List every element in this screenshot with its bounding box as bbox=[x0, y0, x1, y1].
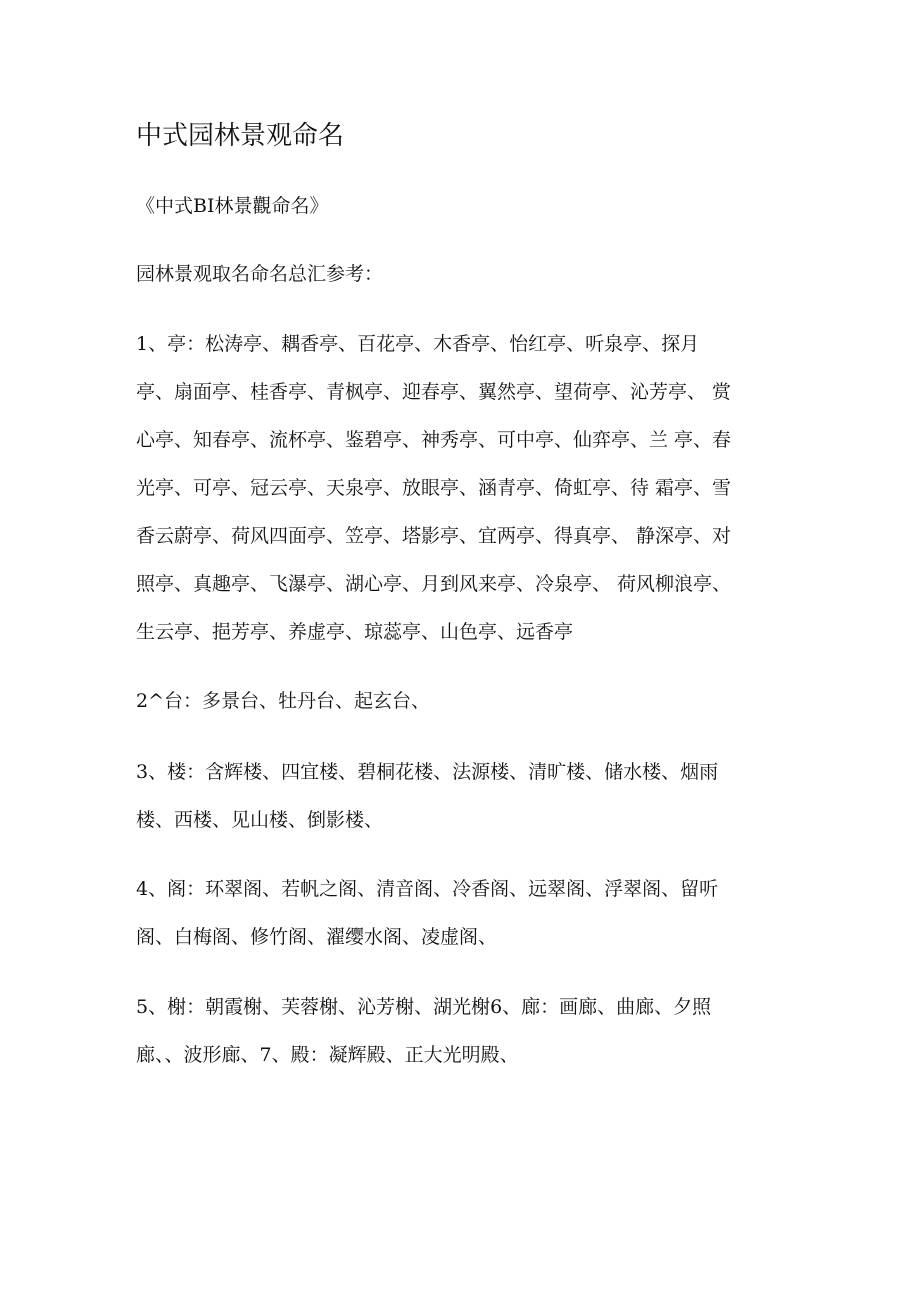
section-1-line-2: 亭、扇面亭、桂香亭、青枫亭、迎春亭、翼然亭、望荷亭、沁芳亭、 赏 bbox=[136, 381, 732, 403]
section-1-line-7: 生云亭、挹芳亭、养虚亭、琼蕊亭、山色亭、远香亭 bbox=[136, 621, 574, 643]
intro-text: 园林景观取名命名总汇参考： bbox=[136, 263, 384, 285]
section-4-line-1: 4、阁：环翠阁、若帆之阁、清音阁、冷香阁、远翠阁、浮翠阁、留听 bbox=[136, 878, 719, 900]
section-1-line-1: 1、亭：松涛亭、耦香亭、百花亭、木香亭、怡红亭、听泉亭、探月 bbox=[136, 333, 700, 355]
section-5-line-1: 5、榭：朝霞榭、芙蓉榭、沁芳榭、湖光榭6、廊：画廊、曲廊、夕照 bbox=[136, 996, 712, 1018]
section-5-line-2: 廊、、波形廊、7、殿：凝辉殿、正大光明殿、 bbox=[136, 1044, 519, 1066]
section-1-line-6: 照亭、真趣亭、飞瀑亭、湖心亭、月到风来亭、冷泉亭、 荷风柳浪亭、 bbox=[136, 573, 732, 595]
section-1-line-3: 心亭、知春亭、流杯亭、鉴碧亭、神秀亭、可中亭、仙弈亭、兰 亭、春 bbox=[136, 429, 732, 451]
section-3-line-2: 楼、西楼、见山楼、倒影楼、 bbox=[136, 809, 384, 831]
section-1-line-4: 光亭、可亭、冠云亭、天泉亭、放眼亭、涵青亭、倚虹亭、待 霜亭、雪 bbox=[136, 477, 732, 499]
section-4-line-2: 阁、白梅阁、修竹阁、濯缨水阁、凌虚阁、 bbox=[136, 926, 498, 948]
section-1-line-5: 香云蔚亭、荷风四面亭、笠亭、塔影亭、宜两亭、得真亭、 静深亭、对 bbox=[136, 525, 732, 547]
document-subtitle: 《中式BI林景觀命名》 bbox=[136, 195, 329, 217]
document-title: 中式园林景观命名 bbox=[136, 121, 345, 151]
section-3-line-1: 3、楼：含辉楼、四宜楼、碧桐花楼、法源楼、清旷楼、储水楼、烟雨 bbox=[136, 761, 719, 783]
section-2-line-1: 2^台：多景台、牡丹台、起玄台、 bbox=[136, 690, 431, 712]
